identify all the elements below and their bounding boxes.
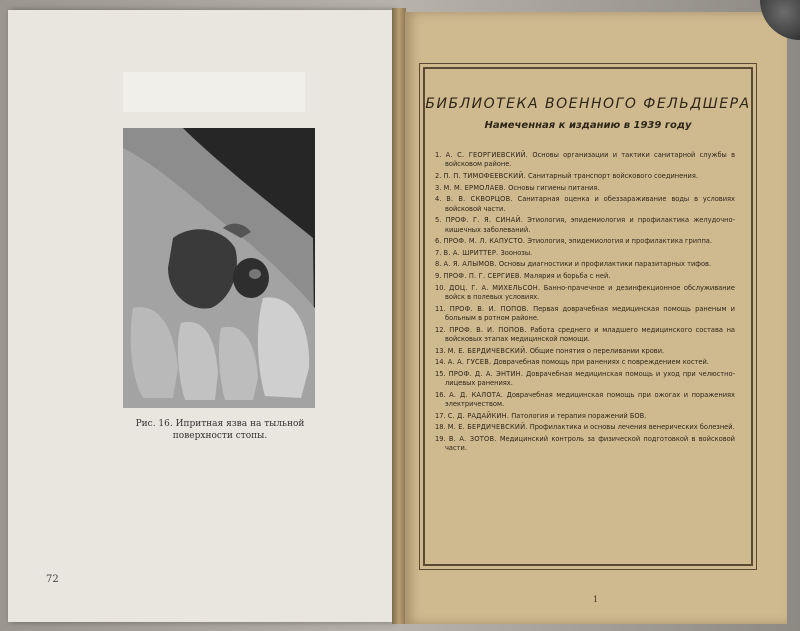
list-item: 12. ПРОФ. В. И. ПОПОВ. Работа среднего и младшего медицинского состава на войсковых этапах медицинской помощи. [435,324,735,343]
foot-ulcer-photo [123,128,315,408]
book-spine [392,8,406,624]
list-item: 18. М. Е. БЕРДИЧЕВСКИЙ. Профилактика и основы лечения венерических болезней. [435,422,735,432]
list-item: 17. С. Д. РАДАЙКИН. Патология и терапия поражений БОВ. [435,410,647,420]
list-item: 7. В. А. ШРИТТЕР. Зоонозы. [435,247,533,257]
page-title: БИБЛИОТЕКА ВОЕННОГО ФЕЛЬДШЕРА [425,96,751,112]
list-item: 5. ПРОФ. Г. Я. СИНАЙ. Этиология, эпидемиология и профилактика желудочно-кишечных заболеваний. [435,215,735,234]
left-page [8,10,393,622]
page-number-left: 72 [46,574,59,585]
figure-caption: Рис. 16. Ипритная язва на тыльной поверхности стопы. [135,419,305,441]
list-item: 11. ПРОФ. В. И. ПОПОВ. Первая доврачебная медицинская помощь раненым и больным в ротном районе. [435,303,735,322]
foot-ulcer-illustration [123,128,315,408]
list-item: 16. А. Д. КАЛОТА. Доврачебная медицинская помощь при ожогах и поражениях электричеством. [435,389,735,409]
page-number-right: 1 [593,595,599,604]
list-item: 8. А. Я. АЛЫМОВ. Основы диагностики и профилактики паразитарных тифов. [435,259,712,269]
list-item: 3. М. М. ЕРМОЛАЕВ. Основы гигиены питания. [435,182,600,192]
list-item: 6. ПРОФ. М. Л. КАПУСТО. Этиология, эпидемиология и профилактика гриппа. [435,236,712,246]
list-item: 19. В. А. ЗОТОВ. Медицинский контроль за физической подготовкой в войсковой части. [435,433,735,453]
list-item: 9. ПРОФ. П. Г. СЕРГИЕВ. Малярия и борьба с ней. [435,270,611,280]
list-item: 13. М. Е. БЕРДИЧЕВСКИЙ. Общие понятия о переливании крови. [435,345,665,355]
list-item: 2. П. П. ТИМОФЕЕВСКИЙ. Санитарный транспорт войскового соединения. [435,171,698,180]
right-page [405,12,787,624]
list-item: 1. А. С. ГЕОРГИЕВСКИЙ. Основы организации и тактики санитарной службы в войсковом районе. [435,150,735,169]
list-item: 10. ДОЦ. Г. А. МИХЕЛЬСОН. Банно-прачечное и дезинфекционное обслуживание войск в полевых условиях. [435,282,735,301]
blank-strip [123,72,305,112]
list-item: 14. А. А. ГУСЕВ. Доврачебная помощь при ранениях с повреждением костей. [435,357,709,367]
page-subtitle: Намеченная к изданию в 1939 году [484,120,692,131]
list-item: 4. В. В. СКВОРЦОВ. Санитарная оценка и обеззараживание воды в условиях войсковой части. [435,194,735,213]
list-item: 15. ПРОФ. Д. А. ЭНТИН. Доврачебная медицинская помощь и уход при челюстно-лицевых ранениях. [435,368,735,388]
book-list [435,150,735,455]
